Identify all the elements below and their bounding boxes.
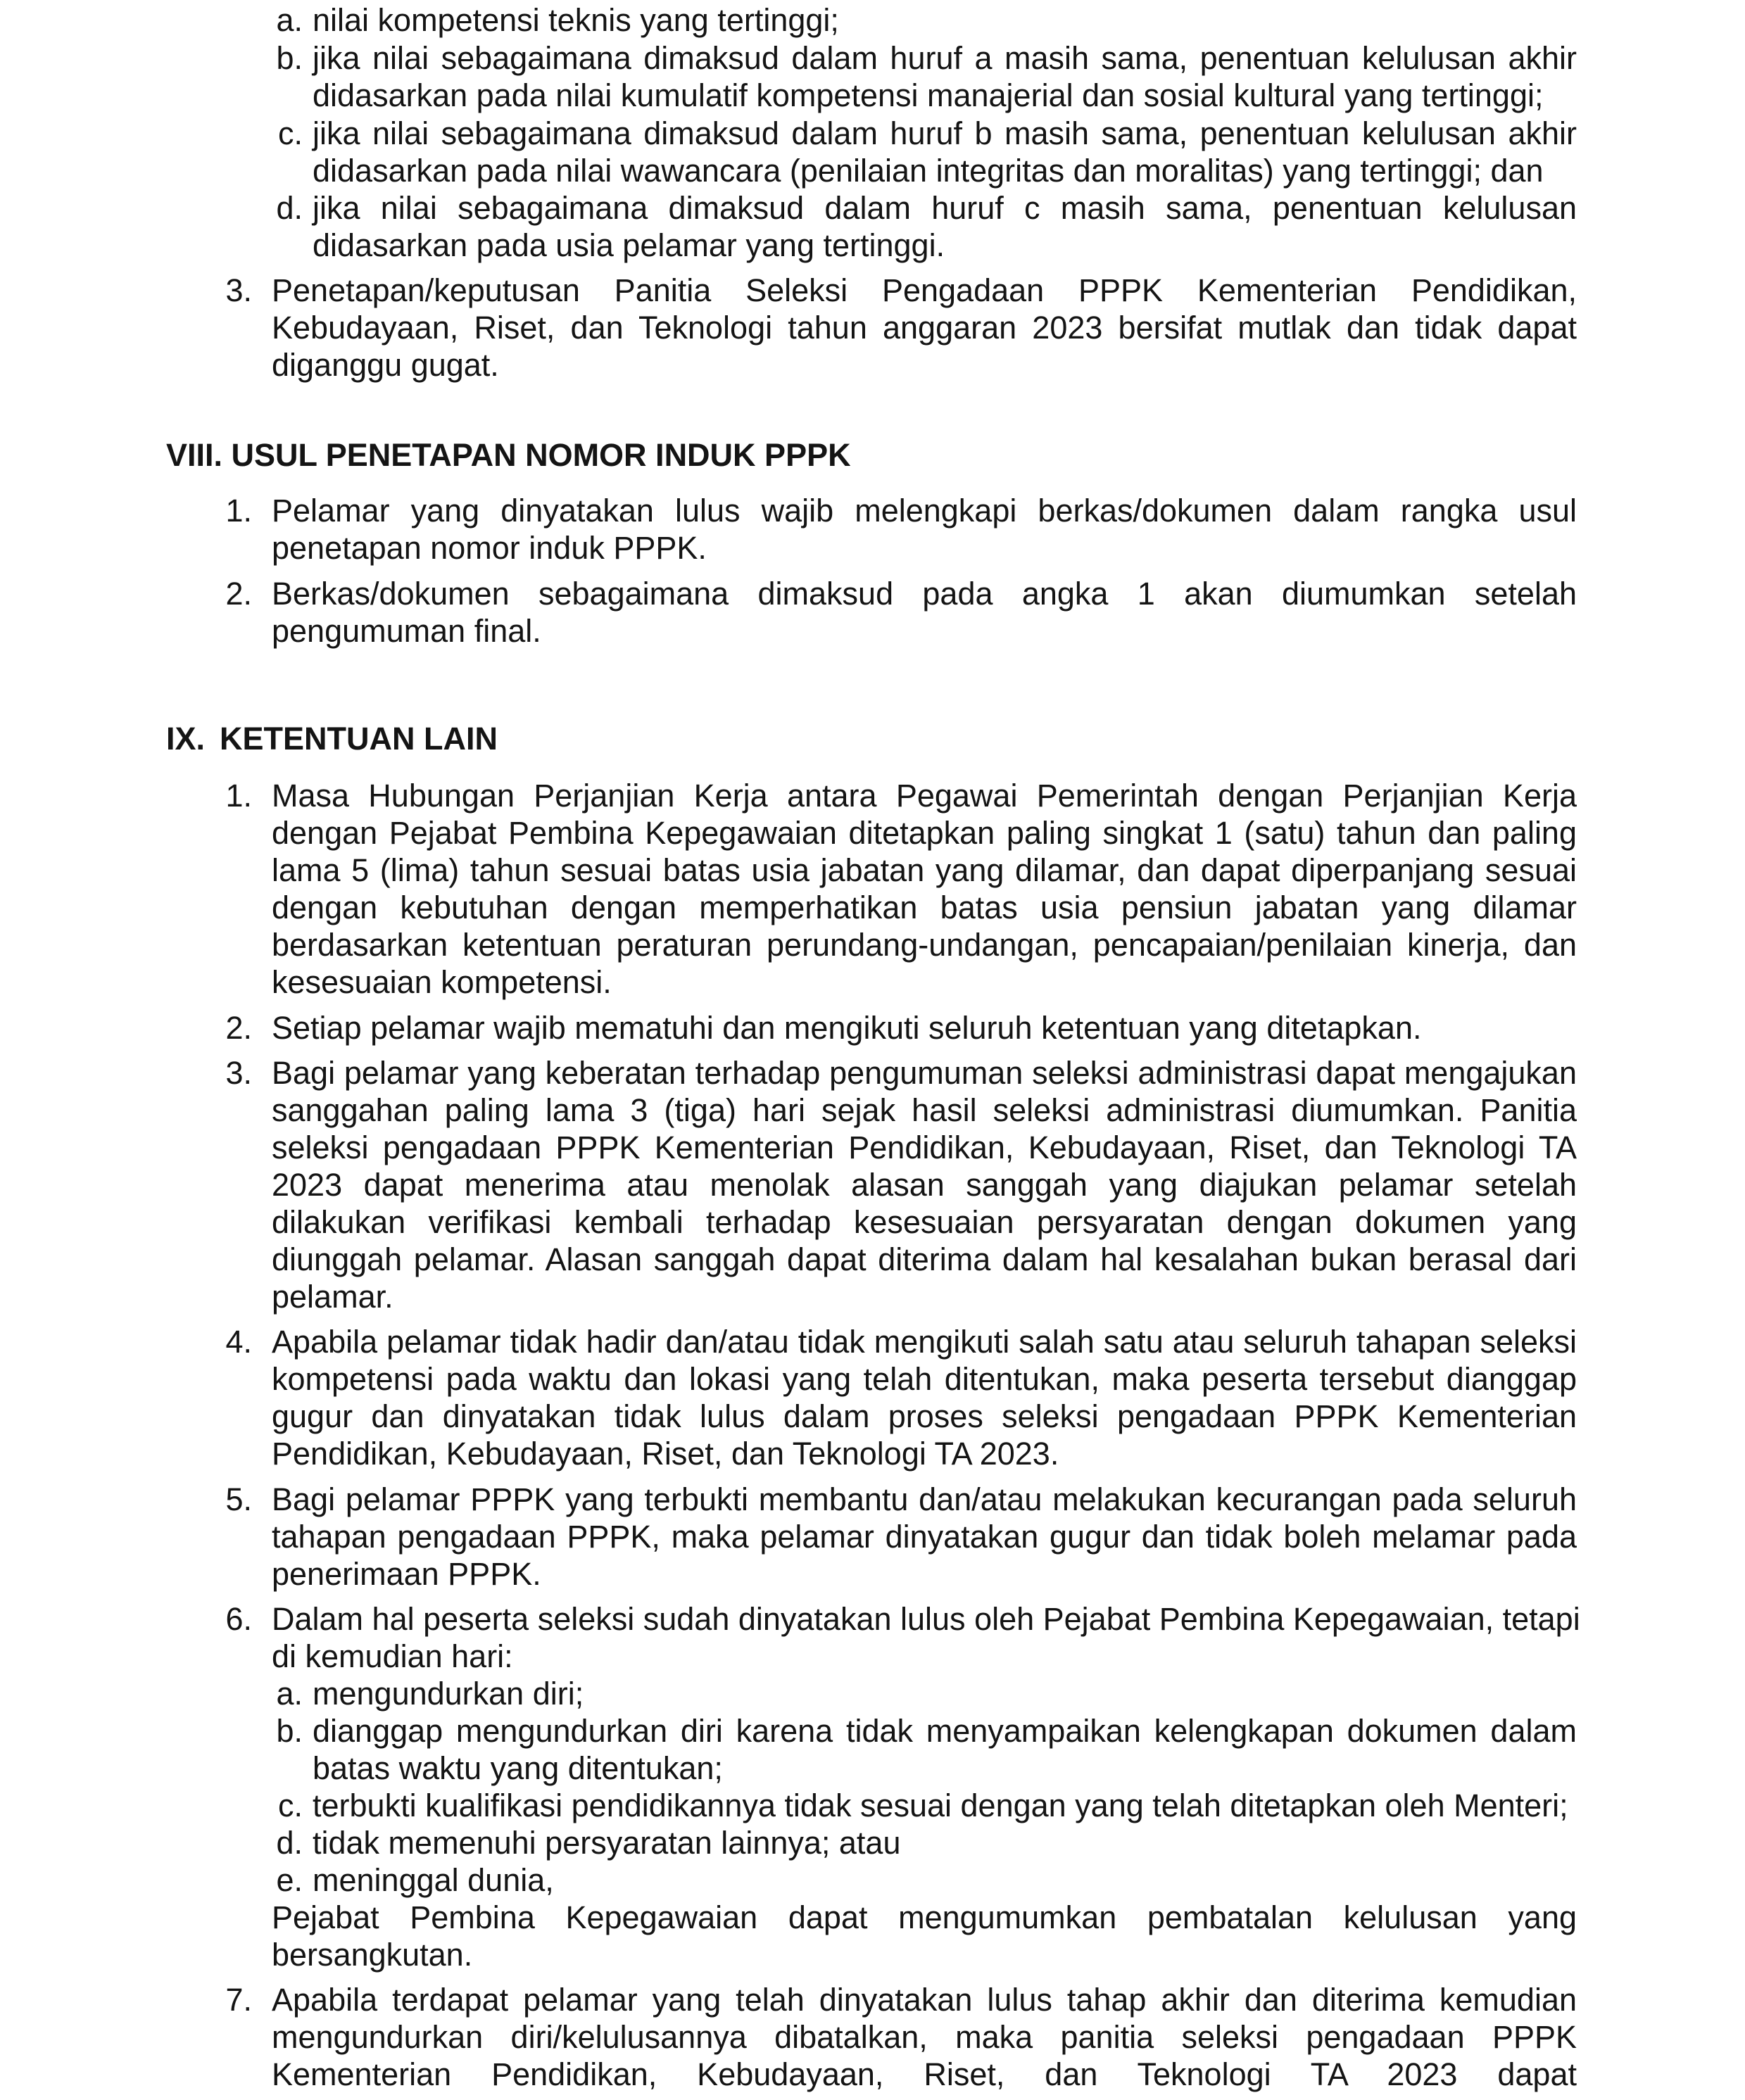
list-marker: 1. <box>225 493 252 529</box>
list-marker: 5. <box>225 1481 252 1517</box>
list-item-text: Kementerian Pendidikan, Kebudayaan, Riset, dan Teknologi TA 2023 dapat <box>272 2056 1577 2092</box>
list-marker: a. <box>276 1676 303 1712</box>
list-item-text: dengan Pejabat Pembina Kepegawaian ditetapkan paling singkat 1 (satu) tahun dan paling <box>272 815 1577 851</box>
list-item-text: di kemudian hari: <box>272 1638 513 1674</box>
list-marker: 1. <box>225 778 252 814</box>
list-marker: c. <box>277 1788 303 1823</box>
list-item-text: Apabila terdapat pelamar yang telah dinyatakan lulus tahap akhir dan diterima kemudian <box>272 1982 1577 2018</box>
list-item-text: didasarkan pada nilai wawancara (penilaian integritas dan moralitas) yang tertinggi; dan <box>313 153 1544 189</box>
list-marker: b. <box>276 1713 303 1749</box>
list-item-text: Pendidikan, Kebudayaan, Riset, dan Teknologi TA 2023. <box>272 1436 1059 1472</box>
list-item-text: gugur dan dinyatakan tidak lulus dalam proses seleksi pengadaan PPPK Kementerian <box>272 1398 1577 1434</box>
list-marker: d. <box>276 1825 303 1861</box>
list-item-text: berdasarkan ketentuan peraturan perundang-undangan, pencapaian/penilaian kinerja, dan <box>272 927 1577 963</box>
list-item-text: penetapan nomor induk PPPK. <box>272 530 707 566</box>
list-item-text: jika nilai sebagaimana dimaksud dalam huruf a masih sama, penentuan kelulusan akhir <box>313 40 1577 76</box>
list-item-text: Setiap pelamar wajib mematuhi dan mengikuti seluruh ketentuan yang ditetapkan. <box>272 1010 1422 1046</box>
list-item-text: batas waktu yang ditentukan; <box>313 1750 723 1786</box>
list-marker: d. <box>276 190 303 226</box>
list-item-text: seleksi pengadaan PPPK Kementerian Pendidikan, Kebudayaan, Riset, dan Teknologi TA <box>272 1130 1577 1165</box>
list-item-text: 2023 dapat menerima atau menolak alasan sanggah yang diajukan pelamar setelah <box>272 1167 1577 1203</box>
list-marker: 3. <box>225 1055 252 1091</box>
list-item-text: mengundurkan diri; <box>313 1676 584 1712</box>
list-item-text: Dalam hal peserta seleksi sudah dinyatakan lulus oleh Pejabat Pembina Kepegawaian, tetapi <box>272 1601 1580 1637</box>
list-item-text: terbukti kualifikasi pendidikannya tidak sesuai dengan yang telah ditetapkan oleh Menteri; <box>313 1788 1568 1823</box>
section-heading: VIII. USUL PENETAPAN NOMOR INDUK PPPK <box>166 437 851 473</box>
list-marker: b. <box>276 40 303 76</box>
list-item-text: kesesuaian kompetensi. <box>272 964 612 1000</box>
list-marker: 2. <box>225 576 252 612</box>
list-item-text: didasarkan pada nilai kumulatif kompetensi manajerial dan sosial kultural yang tertinggi; <box>313 77 1544 113</box>
list-item-text: pelamar. <box>272 1279 393 1315</box>
list-item-text: Masa Hubungan Perjanjian Kerja antara Pegawai Pemerintah dengan Perjanjian Kerja <box>272 778 1577 814</box>
paragraph-text: bersangkutan. <box>272 1937 473 1973</box>
list-marker: 6. <box>225 1601 252 1637</box>
section-number: IX. <box>166 721 206 757</box>
list-item-text: jika nilai sebagaimana dimaksud dalam huruf c masih sama, penentuan kelulusan <box>313 190 1577 226</box>
list-item-text: tahapan pengadaan PPPK, maka pelamar dinyatakan gugur dan tidak boleh melamar pada <box>272 1519 1577 1555</box>
list-item-text: tidak memenuhi persyaratan lainnya; atau <box>313 1825 901 1861</box>
list-item-text: dianggap mengundurkan diri karena tidak menyampaikan kelengkapan dokumen dalam <box>313 1713 1577 1749</box>
list-item-text: Pelamar yang dinyatakan lulus wajib melengkapi berkas/dokumen dalam rangka usul <box>272 493 1577 529</box>
list-item-text: Berkas/dokumen sebagaimana dimaksud pada angka 1 akan diumumkan setelah <box>272 576 1577 612</box>
list-item-text: didasarkan pada usia pelamar yang tertinggi. <box>313 227 945 263</box>
list-item-text: pengumuman final. <box>272 613 541 649</box>
list-marker: a. <box>276 2 303 38</box>
list-item-text: nilai kompetensi teknis yang tertinggi; <box>313 2 839 38</box>
list-item-text: diganggu gugat. <box>272 347 499 383</box>
list-item-text: lama 5 (lima) tahun sesuai batas usia jabatan yang dilamar, dan dapat diperpanjang sesuai <box>272 852 1577 888</box>
list-item-text: diunggah pelamar. Alasan sanggah dapat diterima dalam hal kesalahan bukan berasal dari <box>272 1241 1577 1277</box>
list-marker: e. <box>276 1862 303 1898</box>
list-item-text: meninggal dunia, <box>313 1862 554 1898</box>
list-marker: 7. <box>225 1982 252 2018</box>
list-marker: 3. <box>225 272 252 308</box>
list-item-text: jika nilai sebagaimana dimaksud dalam huruf b masih sama, penentuan kelulusan akhir <box>313 115 1577 151</box>
list-item-text: dilakukan verifikasi kembali terhadap kesesuaian persyaratan dengan dokumen yang <box>272 1204 1577 1240</box>
list-item-text: dengan kebutuhan dengan memperhatikan batas usia pensiun jabatan yang dilamar <box>272 890 1577 925</box>
paragraph-text: Pejabat Pembina Kepegawaian dapat mengumumkan pembatalan kelulusan yang <box>272 1899 1577 1935</box>
list-marker: 2. <box>225 1010 252 1046</box>
list-item-text: kompetensi pada waktu dan lokasi yang telah ditentukan, maka peserta tersebut dianggap <box>272 1361 1577 1397</box>
list-item-text: penerimaan PPPK. <box>272 1556 541 1592</box>
list-item-text: Penetapan/keputusan Panitia Seleksi Pengadaan PPPK Kementerian Pendidikan, <box>272 272 1577 308</box>
list-item-text: Kebudayaan, Riset, dan Teknologi tahun anggaran 2023 bersifat mutlak dan tidak dapat <box>272 310 1577 346</box>
list-item-text: Apabila pelamar tidak hadir dan/atau tidak mengikuti salah satu atau seluruh tahapan seleksi <box>272 1324 1577 1360</box>
list-marker: 4. <box>225 1324 252 1360</box>
list-marker: c. <box>277 115 303 151</box>
list-item-text: Bagi pelamar PPPK yang terbukti membantu dan/atau melakukan kecurangan pada seluruh <box>272 1481 1577 1517</box>
list-item-text: mengundurkan diri/kelulusannya dibatalkan, maka panitia seleksi pengadaan PPPK <box>272 2019 1577 2055</box>
list-item-text: Bagi pelamar yang keberatan terhadap pengumuman seleksi administrasi dapat mengajukan <box>272 1055 1577 1091</box>
section-heading: KETENTUAN LAIN <box>220 721 498 757</box>
list-item-text: sanggahan paling lama 3 (tiga) hari sejak hasil seleksi administrasi diumumkan. Panitia <box>272 1092 1577 1128</box>
